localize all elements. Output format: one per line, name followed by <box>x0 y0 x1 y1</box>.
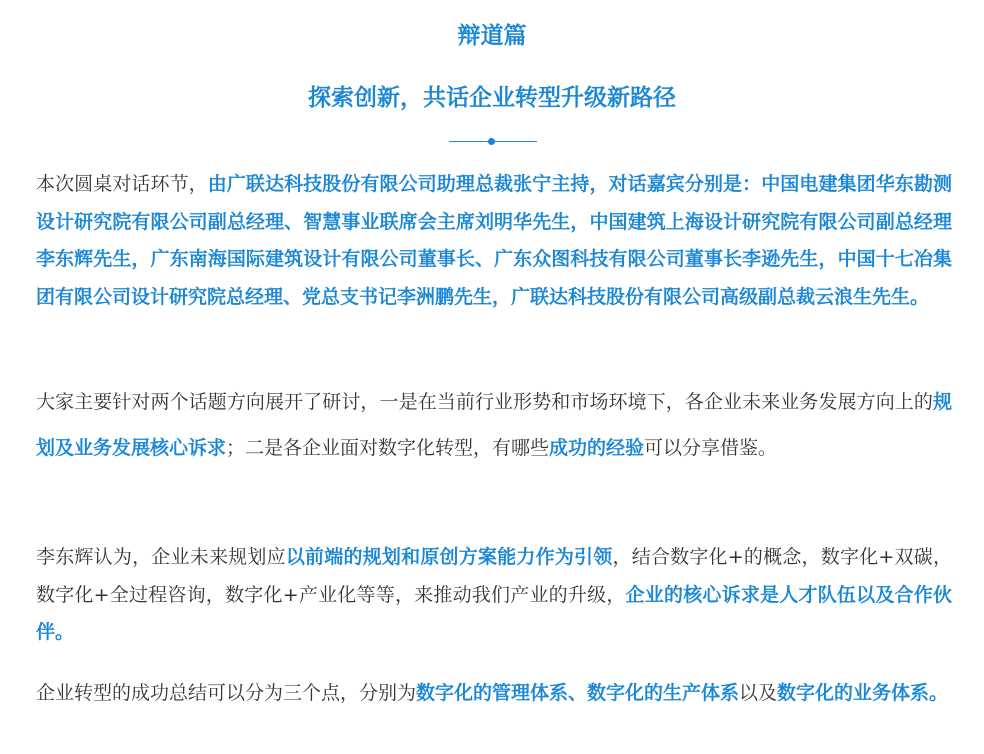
paragraph-text: 本次圆桌对话环节， <box>36 173 208 195</box>
paragraph-text: 可以分享借鉴。 <box>644 437 778 459</box>
paragraph-highlight: 成功的经验 <box>549 437 645 459</box>
paragraph-discussion-topics <box>36 379 952 471</box>
paragraph-text: ，结合数字化+的概念，数字化+双碳，数字化+全过程咨询，数字化+产业化等等，来推动我们产业的升级， <box>36 546 952 606</box>
paragraph-moderator-guests <box>36 166 952 316</box>
paragraph-highlight: 以前端的规划和原创方案能力作为引领 <box>285 546 613 568</box>
paragraph-highlight: 由广联达科技股份有限公司助理总裁张宁主持，对话嘉宾分别是：中国电建集团华东勘测设计研究院有限公司副总经理、智慧事业联席会主席刘明华先生，中国建筑上海设计研究院有限公司副总经理李东辉先生，广东南海国际建筑设计有限公司董事长、广东众图科技有限公司董事长李逊先生，中国十七冶集团有限公司设计研究院总经理、党总支书记李洲鹏先生，广联达科技股份有限公司高级副总裁云浪生先生。 <box>36 173 952 308</box>
paragraph-highlight: 企业的核心诉求是人才队伍以及合作伙伴。 <box>36 583 952 643</box>
section-title: 辩道篇 <box>457 23 527 49</box>
paragraph-transformation-summary <box>36 675 952 713</box>
paragraph-text: 李东辉认为，企业未来规划应 <box>36 546 286 568</box>
paragraph-highlight: 数字化的业务体系。 <box>777 682 949 704</box>
paragraph-text: 企业转型的成功总结可以分为三个点，分别为 <box>36 682 417 704</box>
paragraph-li-donghui-view <box>36 539 952 652</box>
paragraph-highlight: 数字化的管理体系、数字化的生产体系 <box>416 682 740 704</box>
paragraph-text: 以及 <box>739 682 778 704</box>
title-divider <box>449 141 537 142</box>
divider-dot-icon <box>488 138 495 145</box>
paragraph-text: 大家主要针对两个话题方向展开了研讨，一是在当前行业形势和市场环境下，各企业未来业务发展方向上的 <box>36 391 933 413</box>
paragraph-text: ；二是各企业面对数字化转型，有哪些 <box>226 437 550 459</box>
paragraph-highlight: 规划及业务发展核心诉求 <box>36 391 952 459</box>
page-title: 探索创新，共话企业转型升级新路径 <box>308 85 676 111</box>
